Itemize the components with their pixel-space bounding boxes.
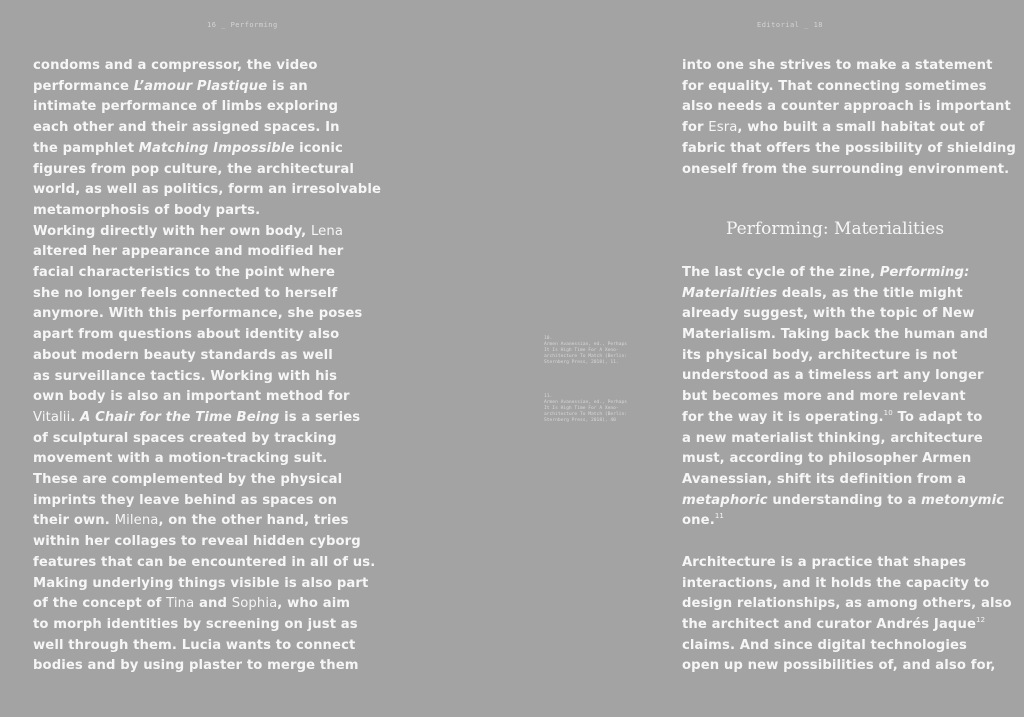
text-line: one.$^{11}$ bbox=[682, 512, 724, 529]
text-line: Working directly with her own body, Lena bbox=[33, 223, 344, 239]
footnote-ref: 12 bbox=[976, 615, 986, 624]
text-line: claims. And since digital technologies bbox=[682, 637, 967, 653]
text-line: Vitalii. A Chair for the Time Being is a series bbox=[33, 409, 361, 425]
text-line: Materialism. Taking back the human and bbox=[682, 327, 988, 343]
artist-name: Milena bbox=[114, 513, 159, 529]
text-line: the pamphlet Matching Impossible iconic bbox=[33, 140, 343, 156]
text-line: within her collages to reveal hidden cyborg bbox=[33, 534, 361, 550]
work-title: Matching Impossible bbox=[138, 140, 295, 156]
work-title: A Chair for the Time Being bbox=[80, 409, 280, 425]
text-line: metaphoric understanding to a metonymic bbox=[682, 492, 1005, 508]
text-line: about modern beauty standards as well bbox=[33, 347, 333, 363]
text-line: condoms and a compressor, the video bbox=[33, 58, 318, 73]
text-line: each other and their assigned spaces. In bbox=[33, 120, 340, 136]
text-line: Making underlying things visible is also part bbox=[33, 575, 369, 591]
text-line: These are complemented by the physical bbox=[33, 472, 343, 488]
text-line: Materialities deals, as the title might bbox=[682, 285, 963, 301]
text-line: for the way it is operating.$^{10}$ To adapt to bbox=[682, 408, 983, 425]
text-line: must, according to philosopher Armen bbox=[682, 451, 972, 467]
footnote-ref: 11 bbox=[714, 512, 724, 521]
text-line: its physical body, architecture is not bbox=[682, 347, 958, 363]
text-line: the architect and curator Andrés Jaque$^{12}$ bbox=[682, 615, 986, 632]
text-line: features that can be encountered in all of us. bbox=[33, 554, 376, 570]
artist-name: Lena bbox=[310, 223, 344, 239]
text-line: already suggest, with the topic of New bbox=[682, 306, 975, 322]
artist-name: Vitalii bbox=[33, 409, 71, 425]
text-line: open up new possibilities of, and also for, bbox=[682, 658, 996, 674]
text-line: facial characteristics to the point where bbox=[33, 265, 336, 281]
text-line: The last cycle of the zine, Performing: bbox=[682, 264, 970, 280]
text-line: understood as a timeless art any longer bbox=[682, 368, 984, 384]
text-line: world, as well as politics, form an irresolvable bbox=[33, 182, 381, 198]
artist-name: Sophia bbox=[231, 596, 278, 612]
page-folio-right: Editorial _ 18 bbox=[757, 21, 824, 29]
page-folio-left: 16 _ Performing bbox=[207, 21, 278, 29]
text-line: own body is also an important method for bbox=[33, 389, 350, 405]
text-line: fabric that offers the possibility of shielding bbox=[682, 140, 1016, 156]
text-line: oneself from the surrounding environment. bbox=[682, 161, 1010, 177]
text-line: bodies and by using plaster to merge them bbox=[33, 658, 359, 674]
text-line: interactions, and it holds the capacity to bbox=[682, 575, 990, 591]
text-line: of the concept of Tina and Sophia, who aim bbox=[33, 596, 351, 612]
text-line: performance L’amour Plastique is an bbox=[33, 78, 308, 94]
text-line: Avanessian, shift its definition from a bbox=[682, 472, 967, 487]
text-line: Architecture is a practice that shapes bbox=[682, 554, 967, 570]
text-line: design relationships, as among others, also bbox=[682, 596, 1012, 612]
text-line: their own. Milena, on the other hand, tries bbox=[33, 513, 349, 529]
footnote-10: 10. Armen Avanessian, ed., Perhaps It Is High Time For A Xeno- architecture To Match (Berlin: Sternberg Press, 2018), 11. bbox=[544, 336, 627, 365]
text-line: anymore. With this performance, she poses bbox=[33, 306, 363, 322]
text-line: for Esra, who built a small habitat out of bbox=[682, 120, 985, 136]
text-line: figures from pop culture, the architectural bbox=[33, 161, 354, 177]
footnote-ref: 10 bbox=[883, 408, 893, 417]
text-line: she no longer feels connected to herself bbox=[33, 285, 338, 301]
text-line: but becomes more and more relevant bbox=[682, 389, 966, 405]
artist-name: Tina bbox=[166, 596, 195, 612]
text-line: movement with a motion-tracking suit. bbox=[33, 451, 328, 467]
text-line: a new materialist thinking, architecture bbox=[682, 430, 983, 446]
text-line: as surveillance tactics. Working with his bbox=[33, 368, 338, 384]
text-line: into one she strives to make a statement bbox=[682, 58, 993, 73]
work-title: L’amour Plastique bbox=[133, 78, 268, 94]
text-line: to morph identities by screening on just as bbox=[33, 616, 358, 632]
right-text-column bbox=[682, 56, 1016, 677]
text-line: apart from questions about identity also bbox=[33, 327, 340, 343]
text-line: altered her appearance and modified her bbox=[33, 244, 344, 260]
text-line: well through them. Lucia wants to connect bbox=[33, 637, 356, 653]
footnote-11: 11. Armen Avanessian, ed., Perhaps It Is High Time For A Xeno- architecture To Match (Berlin: Sternberg Press, 2018), 40 bbox=[544, 394, 627, 423]
text-line: of sculptural spaces created by tracking bbox=[33, 430, 337, 446]
text-line: for equality. That connecting sometimes bbox=[682, 78, 987, 94]
left-text-column bbox=[33, 56, 381, 677]
artist-name: Esra bbox=[708, 120, 738, 136]
text-line: imprints they leave behind as spaces on bbox=[33, 492, 337, 508]
text-line: intimate performance of limbs exploring bbox=[33, 99, 339, 115]
text-line: metamorphosis of body parts. bbox=[33, 202, 261, 218]
section-heading: Performing: Materialities bbox=[726, 219, 945, 239]
text-line: also needs a counter approach is important bbox=[682, 99, 1011, 115]
